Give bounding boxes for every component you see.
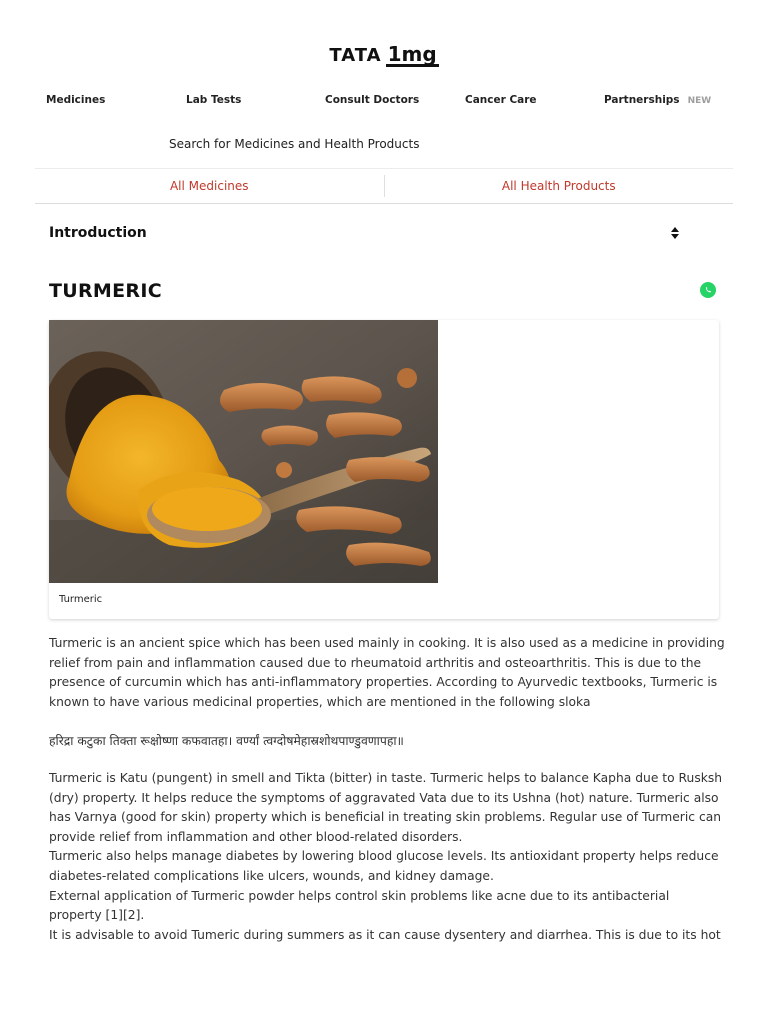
section-selector[interactable] <box>49 222 689 244</box>
tab-all-health-products[interactable]: All Health Products <box>501 179 616 193</box>
image-caption: Turmeric <box>59 594 103 605</box>
properties-paragraph: Turmeric is Katu (pungent) in smell and Tikta (bitter) in taste. Turmeric helps to balance Kapha due to Rusksh (dry) property. It helps reduce the symptoms of aggravated Vata due to its Ushna (hot) nature. Turmeric also has Varnya (good for skin) property which is beneficial in treating skin problems. Regular use of Turmeric can provide relief from inflammation and other blood-related disorders. <box>49 771 723 844</box>
diabetes-paragraph: Turmeric also helps manage diabetes by lowering blood glucose levels. Its antioxidant property helps reduce diabetes-related complications like ulcers, wounds, and kidney damage. <box>49 849 719 883</box>
section-selector-label: Introduction <box>49 225 147 241</box>
intro-paragraph: Turmeric is an ancient spice which has been used mainly in cooking. It is also used as a medicine in providing relief from pain and inflammation caused due to rheumatoid arthritis and osteoarthritis. This is due to the presence of curcumin which has anti-inflammatory properties. According to Ayurvedic textbooks, Turmeric is known to have various medicinal properties, which are mentioned in the following sloka <box>49 636 725 709</box>
nav-item-medicines[interactable]: Medicines <box>46 94 106 106</box>
logo-1mg-text: 1mg <box>387 42 437 66</box>
caution-paragraph: It is advisable to avoid Tumeric during summers as it can cause dysentery and diarrhea. This is due to its hot <box>49 927 721 942</box>
sort-icon <box>669 226 681 240</box>
logo-tata-text: TATA <box>329 45 382 66</box>
sanskrit-sloka: हरिद्रा कटुका तिक्ता रूक्षोष्णा कफवातहा। वर्ण्यां त्वग्दोषमेहास्रशोथपाण्डुवणापहा॥ <box>49 734 404 748</box>
top-nav <box>0 94 768 112</box>
nav-item-consult-doctors[interactable]: Consult Doctors <box>325 94 420 106</box>
whatsapp-icon[interactable] <box>700 282 716 298</box>
tab-all-medicines[interactable]: All Medicines <box>169 179 249 193</box>
nav-item-partnerships[interactable] <box>604 94 711 106</box>
image-card <box>49 320 719 619</box>
new-badge: NEW <box>687 96 712 106</box>
skin-paragraph: External application of Turmeric powder helps control skin problems like acne due to its antibacterial property [1][2]. <box>49 888 670 923</box>
turmeric-photo <box>49 320 438 583</box>
nav-item-lab-tests[interactable]: Lab Tests <box>186 94 242 106</box>
nav-item-partnerships-label: Partnerships <box>604 94 680 106</box>
nav-item-cancer-care[interactable]: Cancer Care <box>465 94 537 106</box>
search-input[interactable]: Search for Medicines and Health Products <box>169 137 420 151</box>
category-tabs <box>35 168 733 204</box>
brand-logo[interactable] <box>0 44 768 67</box>
properties-text <box>49 769 725 945</box>
page-title: TURMERIC <box>49 280 162 302</box>
